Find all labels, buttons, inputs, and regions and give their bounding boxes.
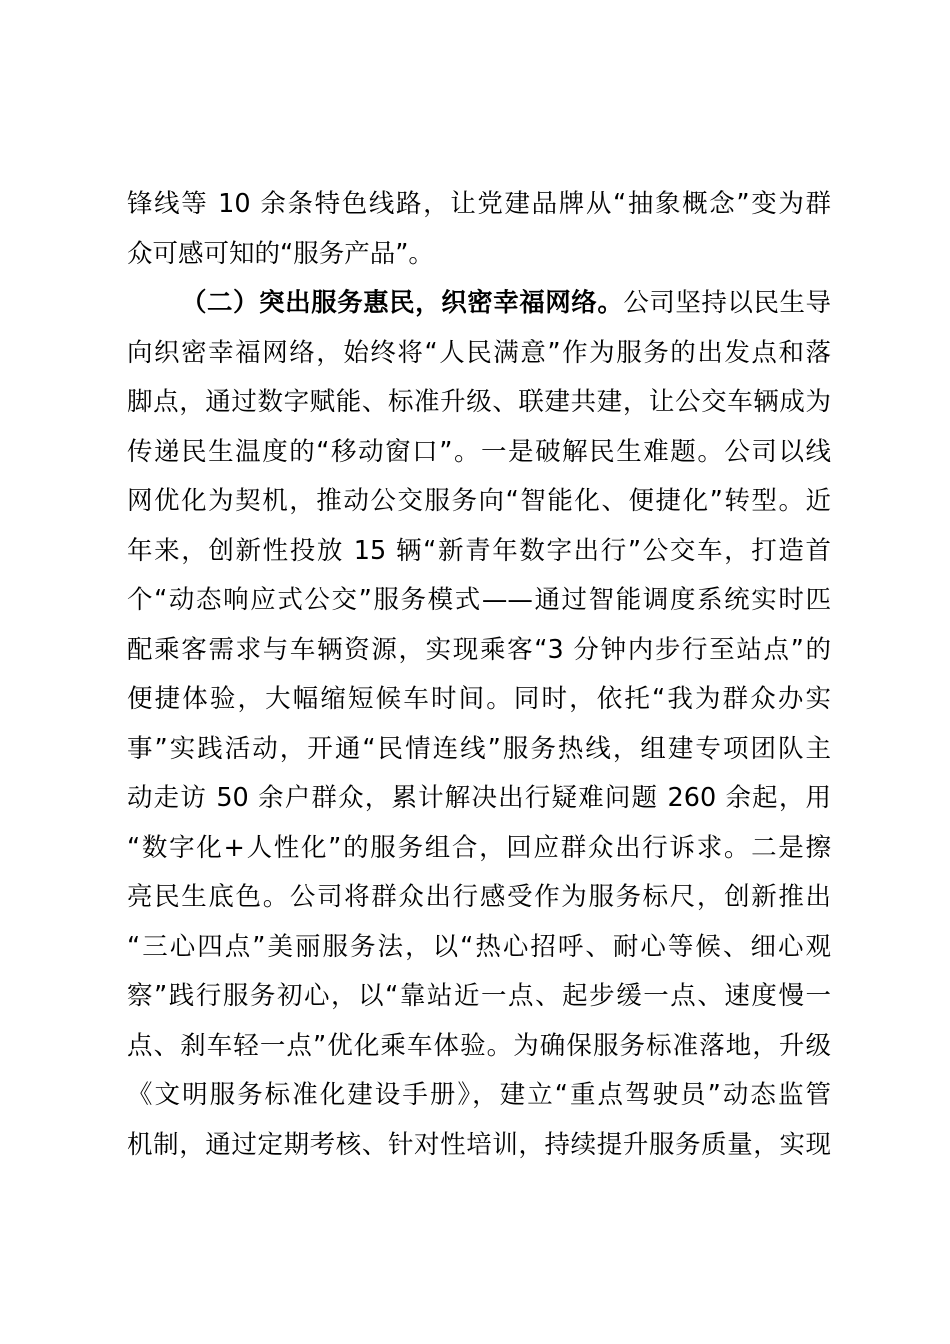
paragraph-2-line: 传递民生温度的“移动窗口”。一是破解民生难题。公司以线	[127, 436, 831, 467]
paragraph-2-first-line-text: 公司坚持以民生导	[623, 288, 831, 318]
paragraph-2-line: 脚点，通过数字赋能、标准升级、联建共建，让公交车辆成为	[127, 387, 831, 417]
paragraph-2-line: 事”实践活动，开通“民情连线”服务热线，组建专项团队主	[127, 733, 831, 764]
paragraph-2-line: 机制，通过定期考核、针对性培训，持续提升服务质量，实现	[127, 1129, 831, 1160]
paragraph-2-line: 年来，创新性投放 15 辆“新青年数字出行”公交车，打造首	[127, 535, 831, 566]
paragraph-2-line: 配乘客需求与车辆资源，实现乘客“3 分钟内步行至站点”的	[127, 634, 831, 665]
paragraph-2-first-line	[127, 279, 831, 329]
paragraph-2-line: 亮民生底色。公司将群众出行感受作为服务标尺，创新推出	[127, 882, 831, 912]
body-text	[127, 180, 831, 1170]
paragraph-1-line-2: 众可感可知的“服务产品”。	[127, 238, 434, 269]
paragraph-2-line: 网优化为契机，推动公交服务向“智能化、便捷化”转型。近	[127, 486, 831, 516]
paragraph-2-line: “三心四点”美丽服务法，以“热心招呼、耐心等候、细心观	[127, 931, 831, 962]
paragraph-1-line-1: 锋线等 10 余条特色线路，让党建品牌从“抽象概念”变为群	[127, 189, 831, 219]
paragraph-2-line: 便捷体验，大幅缩短候车时间。同时，依托“我为群众办实	[127, 684, 831, 714]
paragraph-2-line: 个“动态响应式公交”服务模式——通过智能调度系统实时匹	[127, 585, 831, 615]
paragraph-2-line: “数字化+人性化”的服务组合，回应群众出行诉求。二是擦	[127, 832, 831, 863]
paragraph-2-line: 向织密幸福网络，始终将“人民满意”作为服务的出发点和落	[127, 337, 831, 368]
paragraph-2-line: 点、刹车轻一点”优化乘车体验。为确保服务标准落地，升级	[127, 1030, 831, 1061]
paragraph-2-line: 动走访 50 余户群众，累计解决出行疑难问题 260 余起，用	[127, 783, 831, 813]
section-heading: （二）突出服务惠民，织密幸福网络。	[181, 288, 624, 318]
paragraph-2-line: 《文明服务标准化建设手册》，建立“重点驾驶员”动态监管	[127, 1080, 831, 1110]
paragraph-2-line: 察”践行服务初心，以“靠站近一点、起步缓一点、速度慢一	[127, 981, 831, 1011]
